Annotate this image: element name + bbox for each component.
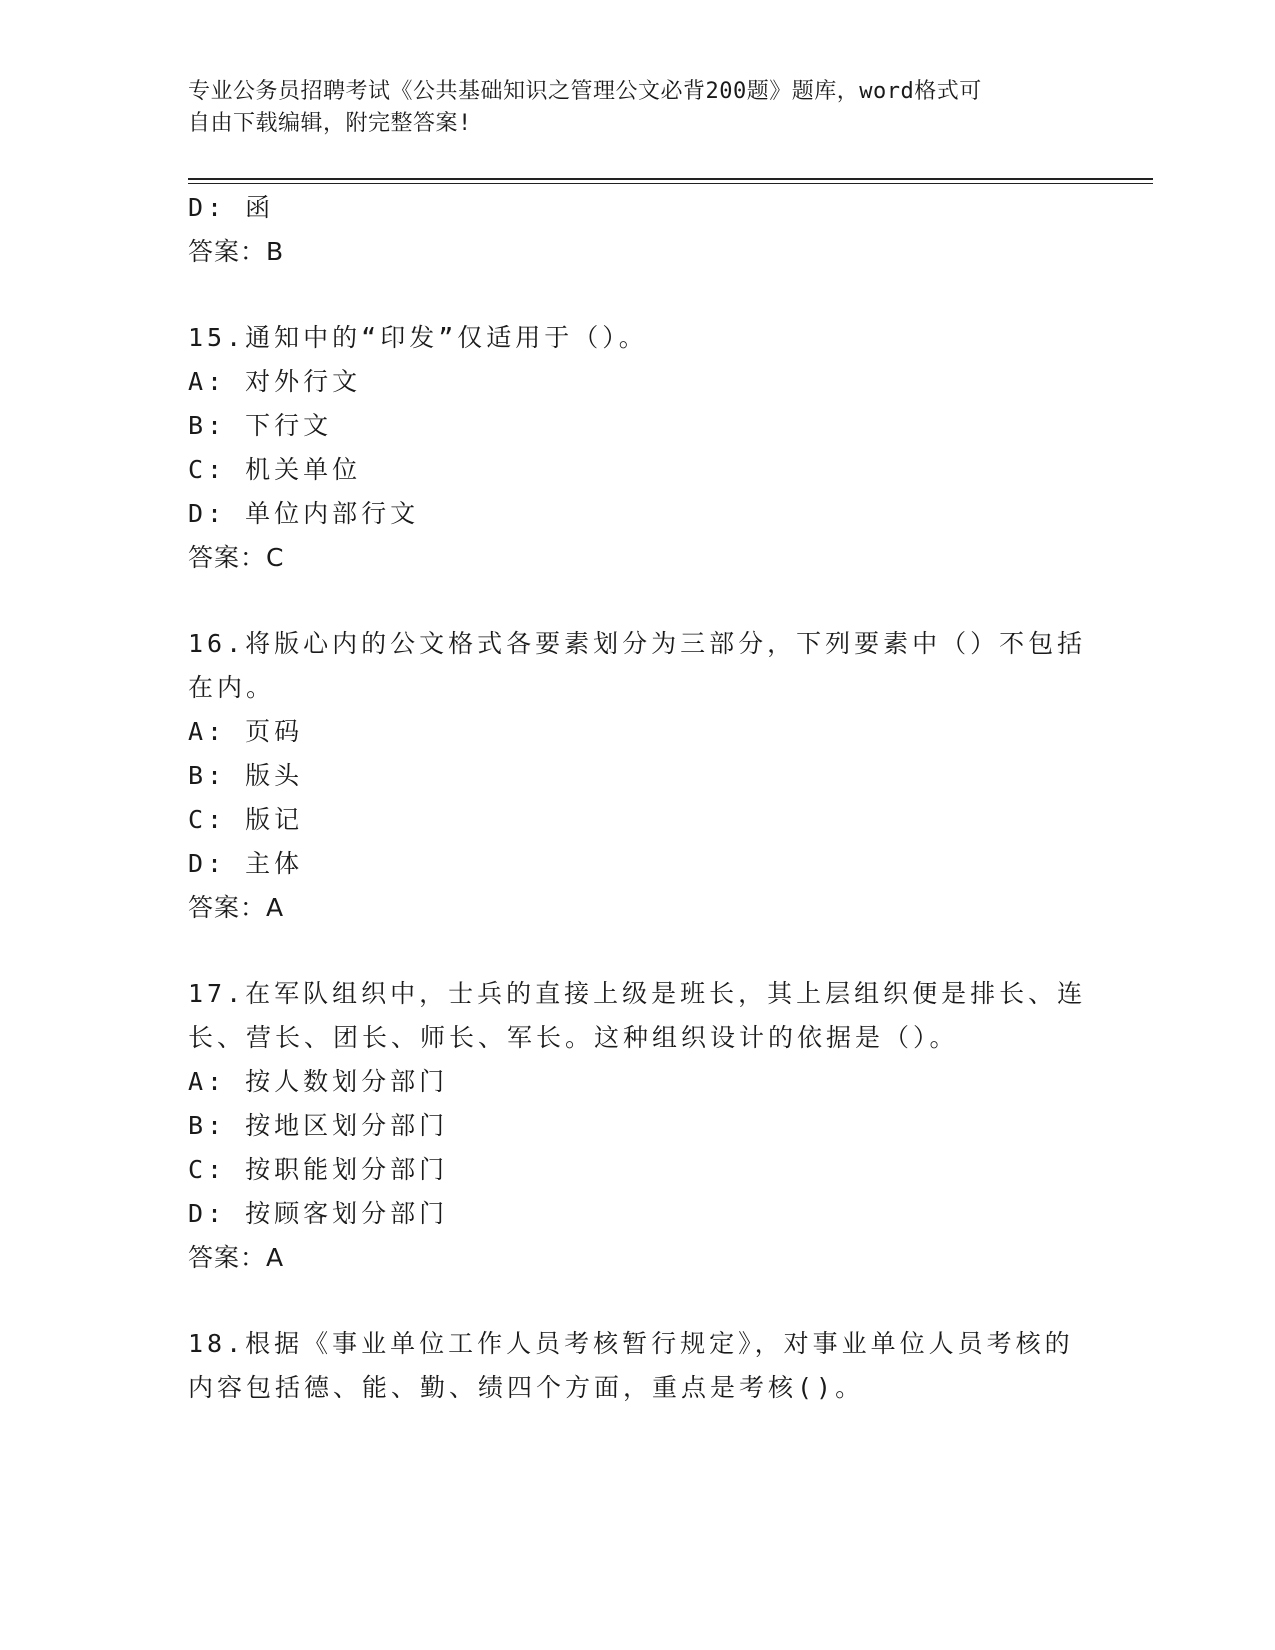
- q15-option-b: B: 下行文: [188, 411, 333, 440]
- q16-stem-line-2: 在内。: [188, 673, 276, 702]
- header-line-2: 自由下载编辑，附完整答案!: [188, 111, 472, 136]
- q15-option-c: C: 机关单位: [188, 455, 362, 484]
- q17-option-c: C: 按职能划分部门: [188, 1155, 449, 1184]
- q15-stem: 15.通知中的“印发”仅适用于（）。: [188, 323, 648, 352]
- page-header: [188, 76, 1068, 140]
- header-divider-thick: [188, 178, 1153, 180]
- q15-option-a: A: 对外行文: [188, 367, 362, 396]
- q17-stem-line-2: 长、营长、团长、师长、军长。这种组织设计的依据是（）。: [188, 1023, 959, 1052]
- q16-option-a: A: 页码: [188, 717, 304, 746]
- prev-option-d: D: 函: [188, 193, 275, 222]
- q15-answer: 答案：C: [188, 543, 285, 572]
- q16-answer: 答案：A: [188, 893, 285, 922]
- q16-option-d: D: 主体: [188, 849, 304, 878]
- header-divider-thin: [188, 183, 1153, 184]
- prev-answer: 答案：B: [188, 237, 285, 266]
- q16-option-c: C: 版记: [188, 805, 304, 834]
- q17-stem-line-1: 17.在军队组织中，士兵的直接上级是班长，其上层组织便是排长、连: [188, 979, 1087, 1008]
- q16-stem-line-1: 16.将版心内的公文格式各要素划分为三部分，下列要素中（）不包括: [188, 629, 1087, 658]
- header-line-1: 专业公务员招聘考试《公共基础知识之管理公文必背200题》题库，word格式可: [188, 79, 982, 104]
- q15-option-d: D: 单位内部行文: [188, 499, 420, 528]
- q18-stem-line-1: 18.根据《事业单位工作人员考核暂行规定》，对事业单位人员考核的: [188, 1329, 1074, 1358]
- q17-option-b: B: 按地区划分部门: [188, 1111, 449, 1140]
- q18-stem-line-2: 内容包括德、能、勤、绩四个方面，重点是考核()。: [188, 1373, 865, 1402]
- q17-answer: 答案：A: [188, 1243, 285, 1272]
- q17-option-d: D: 按顾客划分部门: [188, 1199, 449, 1228]
- q16-option-b: B: 版头: [188, 761, 304, 790]
- q17-option-a: A: 按人数划分部门: [188, 1067, 449, 1096]
